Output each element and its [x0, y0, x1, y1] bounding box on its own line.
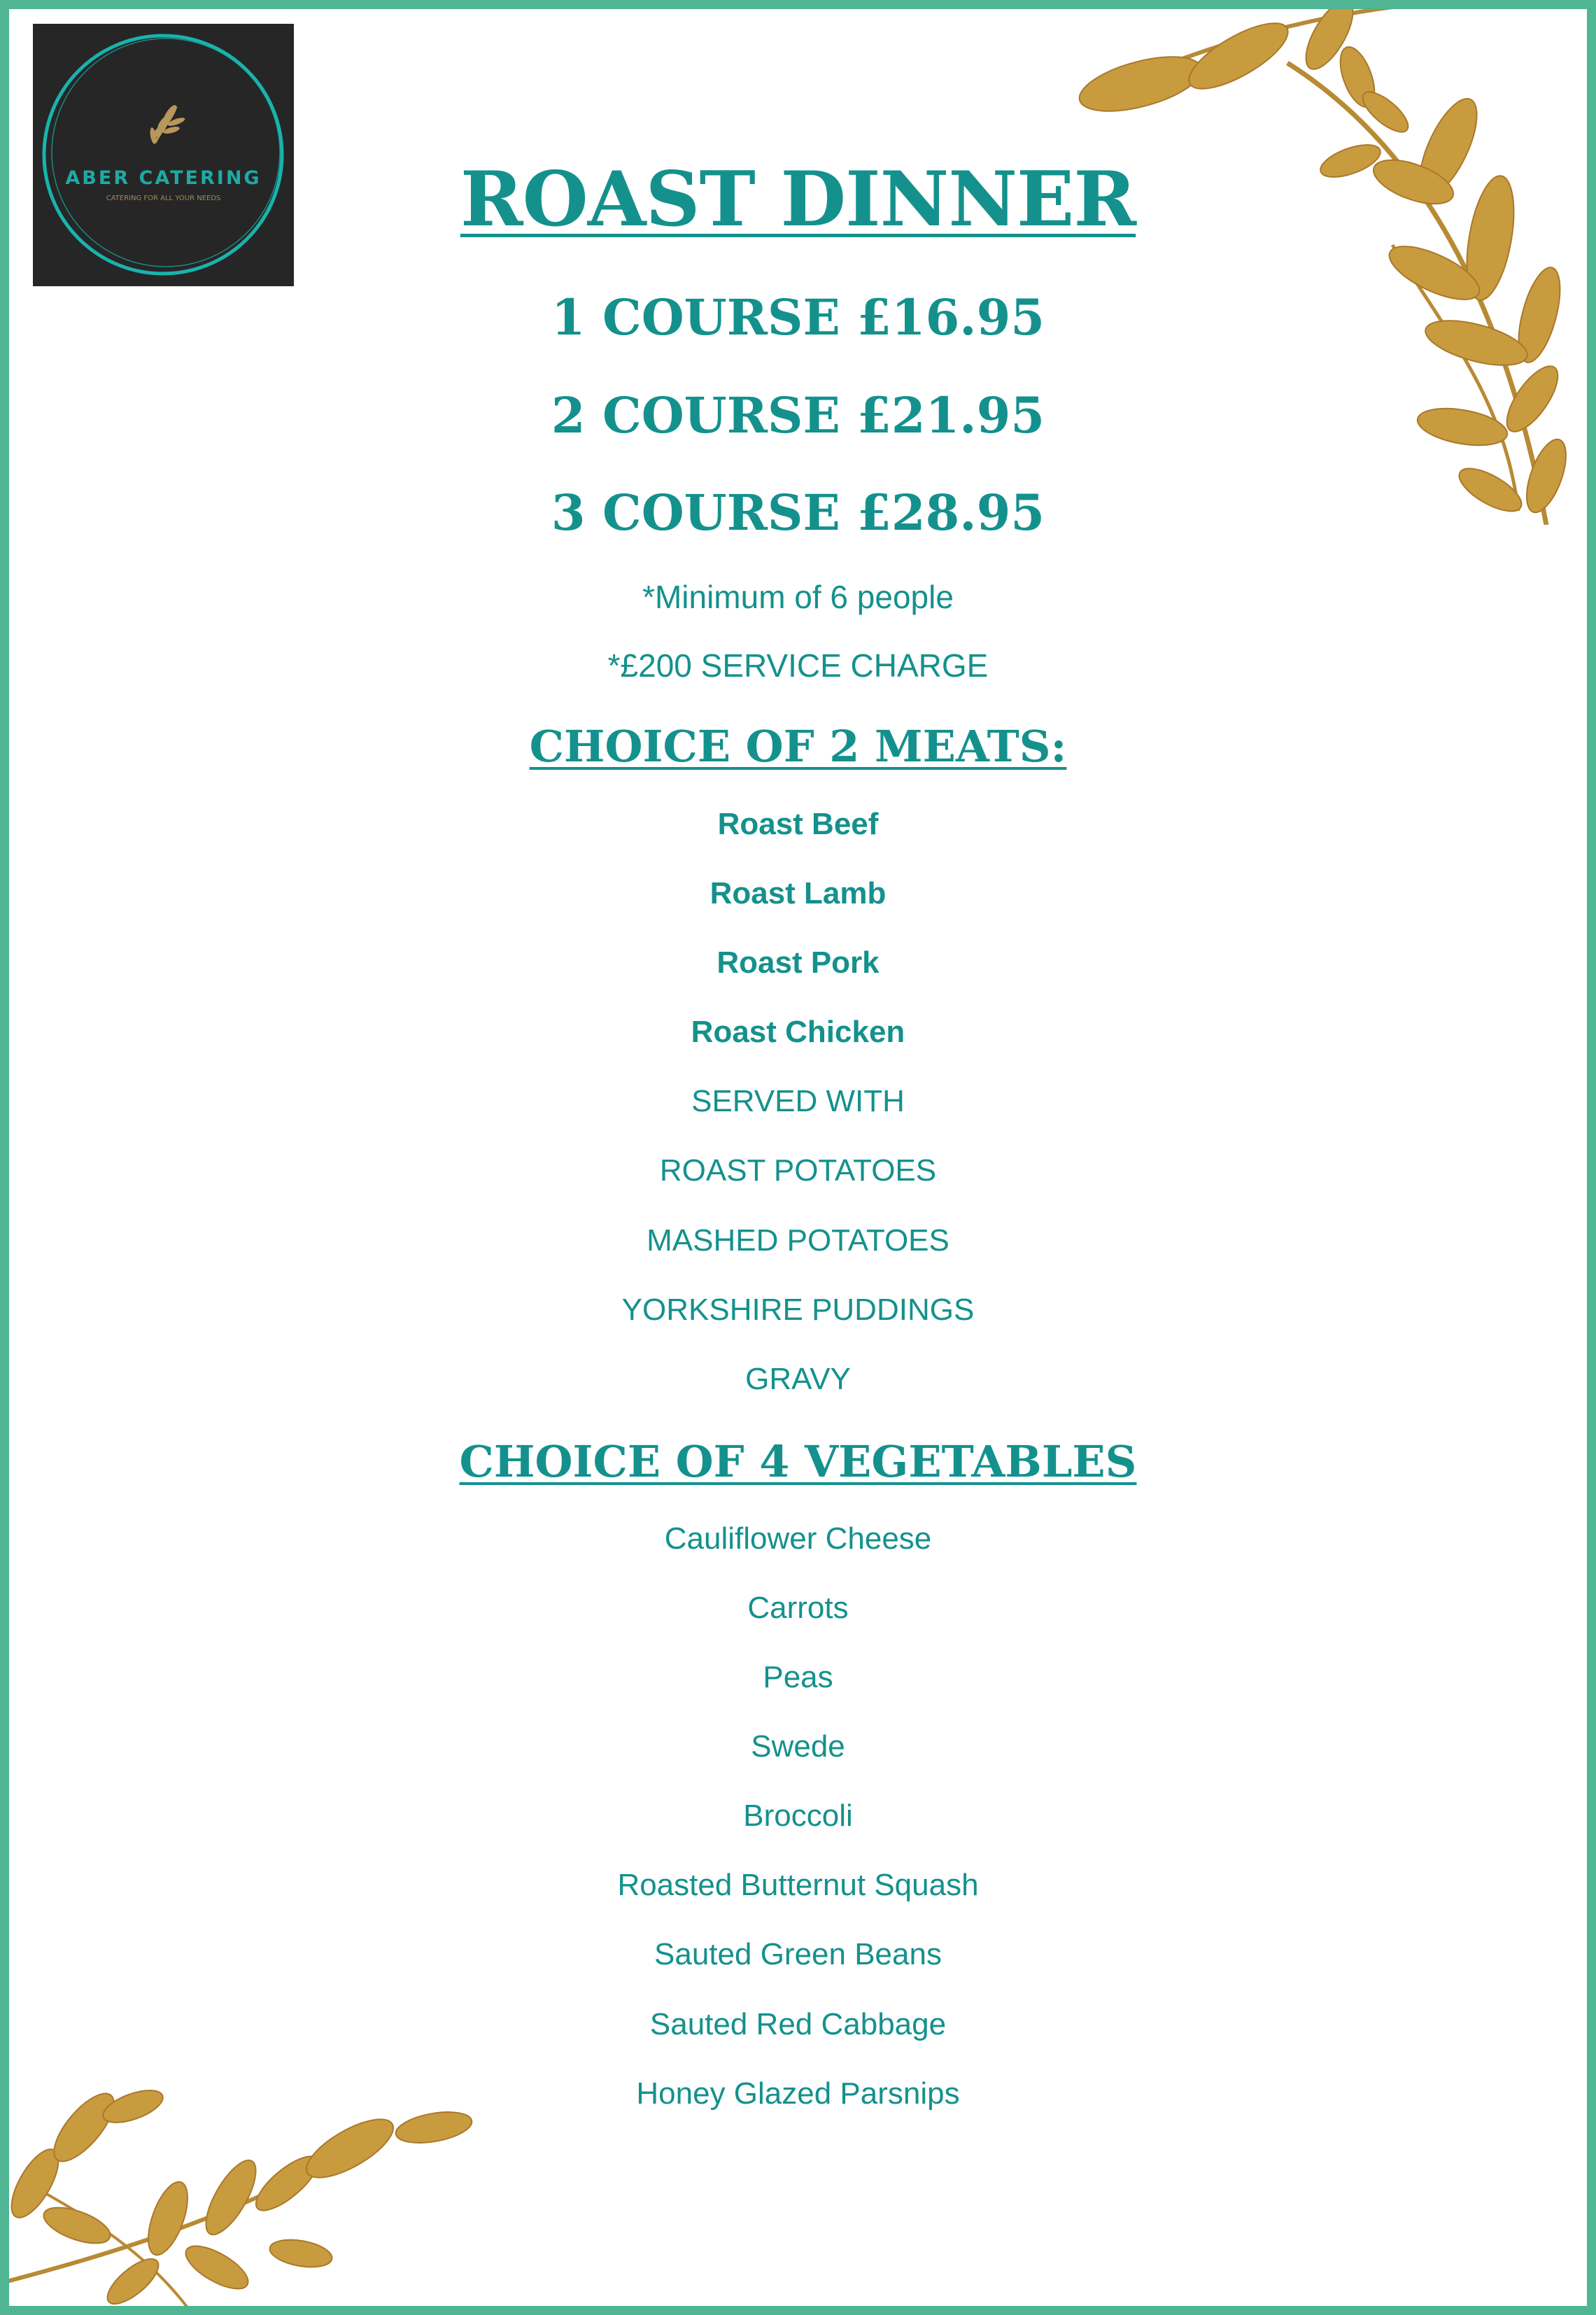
logo-tagline: CATERING FOR ALL YOUR NEEDS	[106, 195, 221, 202]
price-one-course: 1 COURSE £16.95	[551, 288, 1045, 346]
meat-item: Roast Pork	[716, 945, 880, 980]
side-item: GRAVY	[745, 1362, 851, 1396]
vegetable-item: Peas	[763, 1660, 833, 1694]
price-three-course: 3 COURSE £28.95	[551, 484, 1045, 542]
vegetable-item: Sauted Red Cabbage	[649, 2007, 947, 2041]
side-item: MASHED POTATOES	[647, 1223, 949, 1258]
vegetable-item: Sauted Green Beans	[654, 1937, 942, 1971]
price-two-course: 2 COURSE £21.95	[551, 386, 1045, 444]
meats-section-heading: CHOICE OF 2 MEATS:	[529, 721, 1067, 772]
service-charge-note: *£200 SERVICE CHARGE	[607, 647, 989, 684]
vegetable-item: Carrots	[747, 1591, 849, 1625]
side-item: YORKSHIRE PUDDINGS	[621, 1293, 975, 1327]
vegetables-section-heading: CHOICE OF 4 VEGETABLES	[459, 1436, 1137, 1487]
served-with-heading: SERVED WITH	[691, 1084, 905, 1118]
minimum-people-note: *Minimum of 6 people	[642, 579, 954, 615]
vegetable-item: Broccoli	[743, 1799, 853, 1833]
meat-item: Roast Beef	[717, 807, 879, 841]
vegetable-item: Honey Glazed Parsnips	[636, 2076, 960, 2111]
vegetable-item: Roasted Butternut Squash	[617, 1868, 979, 1902]
vegetable-item: Swede	[751, 1729, 845, 1764]
meat-item: Roast Chicken	[691, 1015, 905, 1049]
vegetable-item: Cauliflower Cheese	[664, 1521, 932, 1556]
logo-name: ABER CATERING	[65, 167, 262, 189]
side-item: ROAST POTATOES	[659, 1153, 937, 1188]
golden-leaves-top-right-decoration	[1057, 7, 1588, 525]
meat-item: Roast Lamb	[709, 876, 887, 910]
menu-title: ROAST DINNER	[460, 155, 1136, 244]
wheat-leaf-icon	[149, 104, 186, 145]
